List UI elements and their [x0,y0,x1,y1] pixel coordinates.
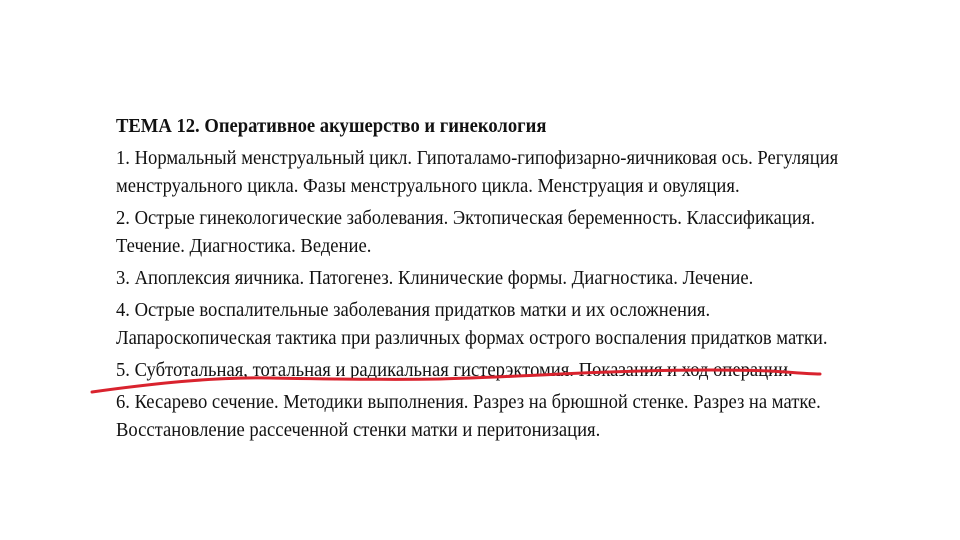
topic-item-1-line-1: 1. Нормальный менструальный цикл. Гипоталамо-гипофизарно-яичниковая ось. Регуляция [116,147,839,169]
topic-text-block [116,112,839,448]
topic-item-1-line-2: менструального цикла. Фазы менструального цикла. Менструация и овуляция. [116,175,740,197]
topic-title: ТЕМА 12. Оперативное акушерство и гинекология [116,115,547,137]
topic-item-6-line-2: Восстановление рассеченной стенки матки и перитонизация. [116,419,601,441]
topic-item-1 [116,144,839,200]
topic-item-2-line-1: 2. Острые гинекологические заболевания. Эктопическая беременность. Классификация. [116,207,816,229]
topic-item-4-line-2: Лапароскопическая тактика при различных формах острого воспаления придатков матки. [116,327,828,349]
topic-item-6-line-1: 6. Кесарево сечение. Методики выполнения. Разрез на брюшной стенке. Разрез на матке. [116,391,821,413]
topic-item-4-line-1: 4. Острые воспалительные заболевания придатков матки и их осложнения. [116,299,711,321]
topic-item-3 [116,264,823,292]
topic-item-5-crossed-out [116,356,823,384]
topic-item-6 [116,388,823,444]
topic-item-2-line-2: Течение. Диагностика. Ведение. [116,235,372,257]
topic-item-5-line-1: 5. Субтотальная, тотальная и радикальная гистерэктомия. Показания и ход операции. [116,359,793,381]
topic-item-3-line-1: 3. Апоплексия яичника. Патогенез. Клинические формы. Диагностика. Лечение. [116,267,754,289]
topic-item-2 [116,204,823,260]
topic-item-4 [116,296,828,352]
